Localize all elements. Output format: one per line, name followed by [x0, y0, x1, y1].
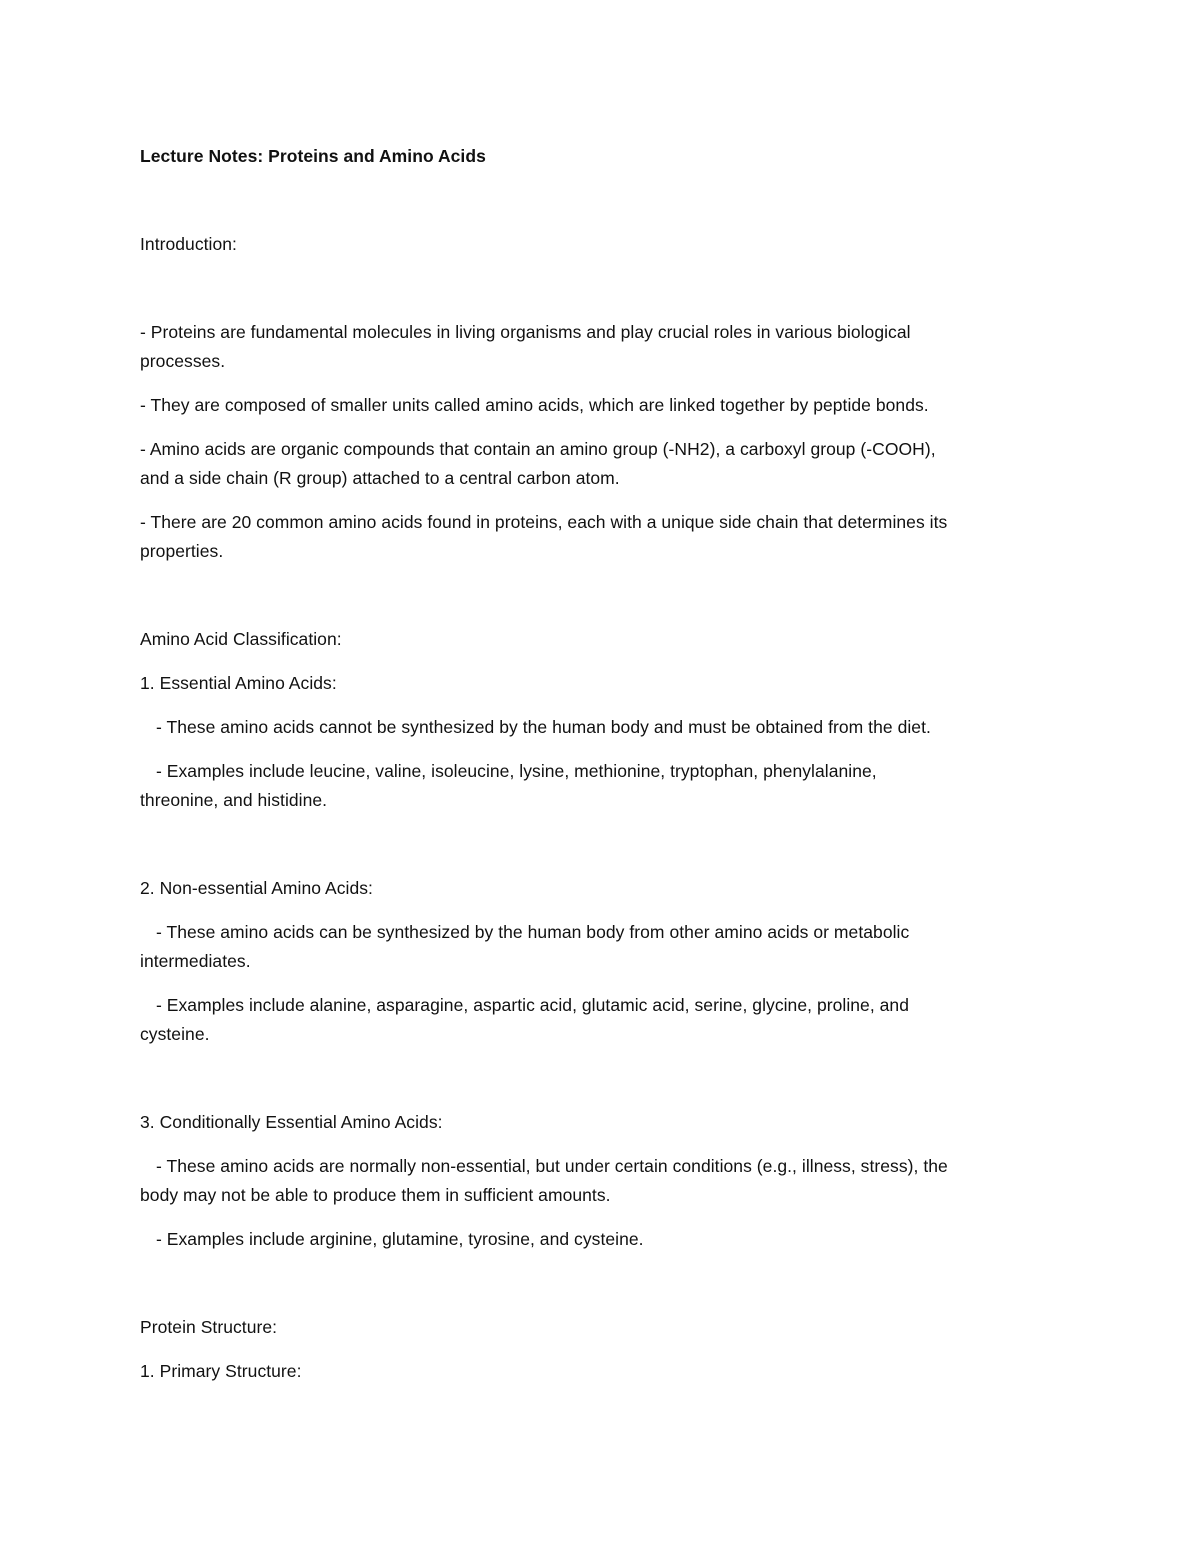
non-essential-amino-acids-bullet-2-line-2: cysteine. — [140, 1024, 210, 1044]
introduction-heading: Introduction: — [140, 234, 237, 254]
introduction-bullet-1-line-2: processes. — [140, 351, 226, 371]
essential-amino-acids-bullet-2-line-1: - Examples include leucine, valine, isoleucine, lysine, methionine, tryptophan, phenylalanine, — [156, 761, 877, 781]
protein-structure-heading: Protein Structure: — [140, 1317, 278, 1337]
essential-amino-acids-heading: 1. Essential Amino Acids: — [140, 673, 337, 693]
introduction-bullet-4-line-2: properties. — [140, 541, 224, 561]
introduction-bullet-1-line-1: - Proteins are fundamental molecules in living organisms and play crucial roles in various biological — [140, 322, 911, 342]
conditionally-essential-amino-acids-bullet-1-line-2: body may not be able to produce them in sufficient amounts. — [140, 1185, 611, 1205]
introduction-bullet-3-line-1: - Amino acids are organic compounds that contain an amino group (-NH2), a carboxyl group (-COOH), — [140, 439, 936, 459]
primary-structure-heading: 1. Primary Structure: — [140, 1361, 302, 1381]
non-essential-amino-acids-bullet-2-line-1: - Examples include alanine, asparagine, aspartic acid, glutamic acid, serine, glycine, proline, and — [156, 995, 909, 1015]
classification-heading: Amino Acid Classification: — [140, 629, 342, 649]
essential-amino-acids-bullet-1: - These amino acids cannot be synthesized by the human body and must be obtained from the diet. — [156, 717, 931, 737]
non-essential-amino-acids-bullet-1-line-1: - These amino acids can be synthesized by the human body from other amino acids or metabolic — [156, 922, 910, 942]
introduction-bullet-2: - They are composed of smaller units called amino acids, which are linked together by peptide bonds. — [140, 395, 929, 415]
conditionally-essential-amino-acids-heading: 3. Conditionally Essential Amino Acids: — [140, 1112, 443, 1132]
document-title: Lecture Notes: Proteins and Amino Acids — [140, 146, 486, 166]
introduction-bullet-4-line-1: - There are 20 common amino acids found in proteins, each with a unique side chain that determines its — [140, 512, 948, 532]
non-essential-amino-acids-bullet-1-line-2: intermediates. — [140, 951, 251, 971]
non-essential-amino-acids-heading: 2. Non-essential Amino Acids: — [140, 878, 373, 898]
introduction-bullet-3-line-2: and a side chain (R group) attached to a central carbon atom. — [140, 468, 620, 488]
essential-amino-acids-bullet-2-line-2: threonine, and histidine. — [140, 790, 328, 810]
conditionally-essential-amino-acids-bullet-2: - Examples include arginine, glutamine, tyrosine, and cysteine. — [156, 1229, 644, 1249]
conditionally-essential-amino-acids-bullet-1-line-1: - These amino acids are normally non-essential, but under certain conditions (e.g., illness, stress), the — [156, 1156, 948, 1176]
